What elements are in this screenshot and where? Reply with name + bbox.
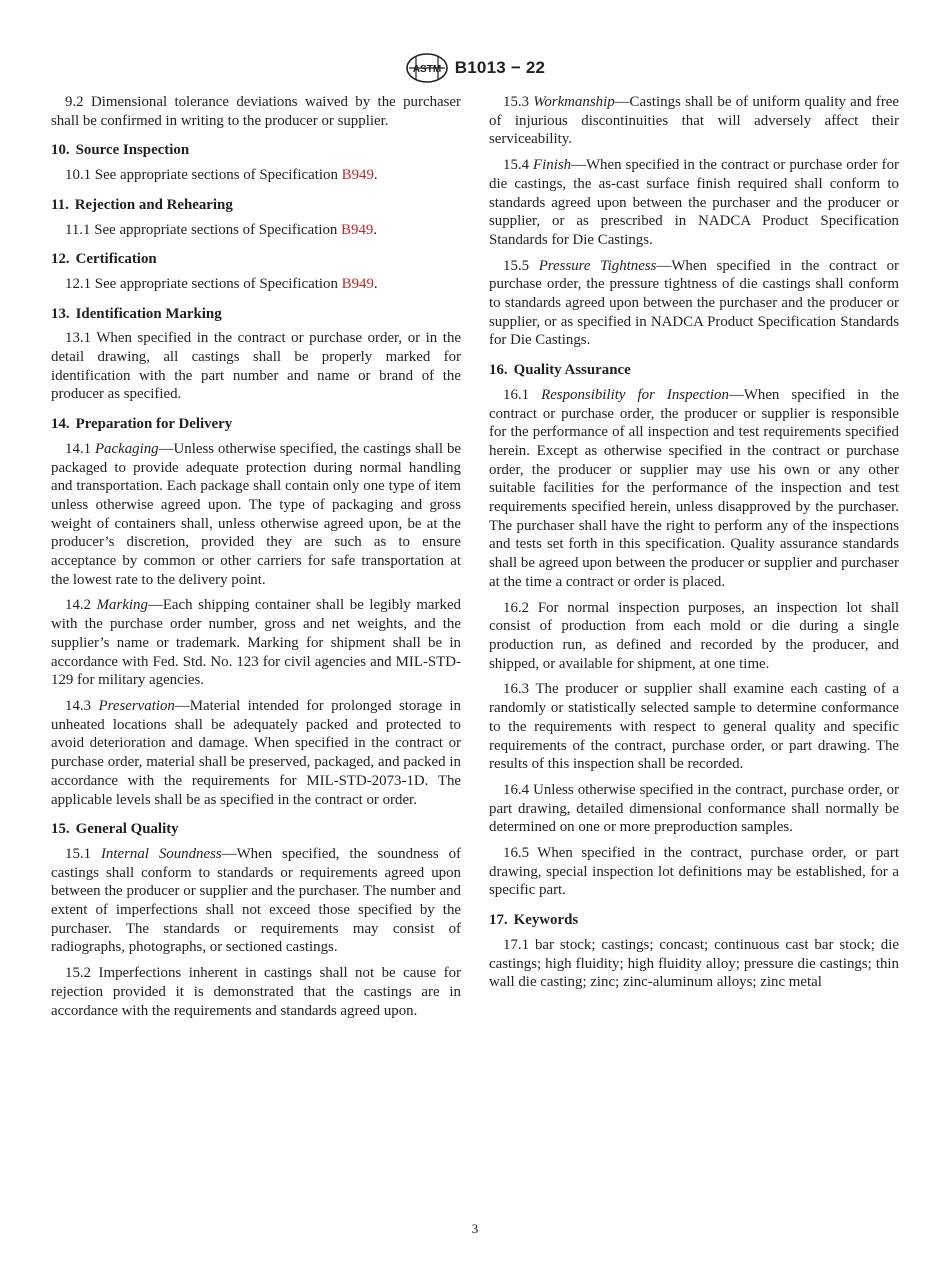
paragraph-17-1: 17.1 bar stock; castings; concast; continuous cast bar stock; die castings; high fluidity; high fluidity alloy; pressure die castings; thin wall die casting; zinc; zinc-aluminum alloys; zinc metal — [489, 936, 899, 991]
spec-link-b949[interactable]: B949 — [341, 221, 374, 238]
paragraph-number: 15.4 — [503, 157, 534, 174]
paragraph-label: Pressure Tightness — [538, 257, 657, 274]
standard-id: B1013 − 22 — [454, 58, 546, 77]
paragraph-16-2: 16.2 For normal inspection purposes, an inspection lot shall consist of production from each mold or die during a single production run, as defined and recorded by the producer, and shipped, or available for shipment, at one time. — [489, 599, 899, 672]
paragraph-text: —Castings shall be of uniform quality and free of injurious discontinuities that will adversely affect their serviceability. — [489, 94, 900, 148]
paragraph-label: Workmanship — [533, 94, 615, 110]
paragraph-11-1 — [51, 221, 461, 240]
astm-logo-text: ASTM — [412, 64, 441, 75]
paragraph-number: 16.1 — [503, 386, 542, 403]
paragraph-15-1 — [51, 845, 461, 957]
paragraph-15-3 — [489, 93, 899, 149]
section-title: Quality Assurance — [513, 362, 631, 379]
section-13-heading — [51, 305, 461, 324]
paragraph-14-3 — [51, 697, 461, 809]
paragraph-15-4 — [489, 156, 899, 250]
section-11-heading — [51, 196, 461, 215]
paragraph-label: Marking — [96, 597, 148, 614]
paragraph-text: —Each shipping container shall be legibly marked with the purchase order number, gross and net weights, and the supplier’s name or trademark. Marking for shipment shall be in accordance with Fed. Std. No. 123 for civil agencies and MIL-STD-129 for military agencies. — [51, 597, 461, 689]
spec-link-b949[interactable]: B949 — [341, 167, 374, 184]
section-title: Rejection and Rehearing — [74, 196, 233, 213]
section-12-heading — [51, 250, 461, 269]
paragraph-number: 15.3 — [503, 94, 534, 110]
section-number: 14. — [51, 416, 70, 433]
paragraph-number: 14.2 — [65, 597, 97, 614]
paragraph-number: 15.5 — [503, 257, 539, 274]
paragraph-text: —When specified in the contract or purchase order, the producer or supplier is responsible for the performance of all inspection and test requirements specified herein. Except as otherwise specified in the contract or purchase order, the producer or supplier may use his own or any other suitable facilities for the performance of the inspection and test requirements specified herein, unless disapproved by the purchaser. The purchaser shall have the right to perform any of the inspections and tests set forth in this specification. Quality assurance standards shall be agreed upon between the producer or supplier and purchaser at the time a contract or order is placed. — [489, 386, 899, 590]
section-number: 12. — [51, 251, 70, 268]
section-title: Certification — [75, 251, 157, 268]
paragraph-number: 14.1 — [65, 440, 95, 457]
paragraph-14-2 — [51, 596, 461, 690]
section-title: Keywords — [513, 912, 579, 929]
paragraph-15-2: 15.2 Imperfections inherent in castings shall not be cause for rejection provided it is demonstrated that the castings are in accordance with the requirements and standards agreed upon. — [51, 965, 461, 1019]
paragraph-16-5: 16.5 When specified in the contract, purchase order, or part drawing, special inspection lot definitions may be established, for a specific part. — [489, 845, 899, 899]
paragraph-end: . — [373, 275, 378, 292]
paragraph-text: 10.1 See appropriate sections of Specification — [65, 167, 342, 184]
section-15-heading — [51, 820, 461, 839]
section-number: 11. — [51, 196, 69, 213]
section-title: Identification Marking — [75, 305, 222, 322]
paragraph-9-2: 9.2 Dimensional tolerance deviations waived by the purchaser shall be confirmed in writing to the producer or supplier. — [51, 94, 461, 129]
section-10-heading — [51, 141, 461, 160]
paragraph-label: Packaging — [94, 440, 159, 457]
astm-logo-icon — [405, 52, 449, 84]
paragraph-label: Finish — [533, 157, 572, 174]
section-number: 15. — [51, 821, 70, 838]
paragraph-number: 14.3 — [65, 697, 99, 714]
paragraph-15-5 — [489, 257, 899, 351]
paragraph-16-4: 16.4 Unless otherwise specified in the contract, purchase order, or part drawing, detailed dimensional conformance shall normally be determined on one or more preproduction samples. — [489, 781, 899, 836]
paragraph-text: 11.1 See appropriate sections of Specification — [65, 221, 342, 238]
section-number: 16. — [489, 362, 508, 379]
page-header — [0, 52, 950, 84]
paragraph-end: . — [373, 167, 378, 184]
paragraph-label: Internal Soundness — [100, 845, 222, 862]
page-number: 3 — [471, 1221, 479, 1236]
section-title: Preparation for Delivery — [75, 416, 233, 433]
paragraph-13-1: 13.1 When specified in the contract or purchase order, or in the detail drawing, all castings shall be properly marked for identification with the part number and name or brand of the producer as specified. — [51, 330, 461, 403]
paragraph-12-1 — [51, 275, 461, 294]
spec-link-b949[interactable]: B949 — [341, 275, 374, 292]
paragraph-10-1 — [51, 166, 461, 185]
section-16-heading — [489, 361, 899, 380]
paragraph-text: —Unless otherwise specified, the castings shall be packaged to provide adequate protection during normal handling and transportation. Each package shall contain only one type of item unless otherwise agreed upon. The type of packaging and gross weight of containers shall, unless otherwise agreed upon, be at the producer’s discretion, provided they are such as to ensure acceptance by common or other carriers for safe transportation at the lowest rate to the delivery point. — [51, 440, 461, 588]
paragraph-14-1 — [51, 440, 461, 590]
left-column — [51, 93, 461, 1027]
paragraph-number: 15.1 — [65, 845, 101, 862]
paragraph-text: —Material intended for prolonged storage in unheated locations shall be adequately packed and protected to avoid deterioration and damage. When specified in the contract or purchase order, material shall be preserved, packaged, and packed in accordance with the requirements for MIL-STD-2073-1D. The applicable levels shall be as specified in the contract or order. — [51, 697, 461, 808]
section-number: 13. — [51, 305, 70, 322]
section-14-heading — [51, 415, 461, 434]
paragraph-text: —When specified in the contract or purchase order, the pressure tightness of die castings shall conform to standards agreed upon between the purchaser and the producer or supplier, or as specified in NADCA Product Specification Standards for Die Castings. — [489, 257, 899, 349]
paragraph-16-3: 16.3 The producer or supplier shall examine each casting of a randomly or statistically selected sample to determine conformance to the requirements with respect to general quality and specific requirements of the contract, purchase order, or part drawing. The results of this inspection shall be recorded. — [489, 681, 899, 773]
paragraph-text: 12.1 See appropriate sections of Specification — [65, 275, 342, 292]
paragraph-text: —When specified in the contract or purchase order for die castings, the as-cast surface finish required shall conform to standards agreed upon between the purchaser and the producer or supplier, or as prescribed in NADCA Product Specification Standards for Die Castings. — [489, 157, 899, 248]
paragraph-end: . — [373, 221, 378, 238]
right-column — [489, 93, 899, 999]
section-title: Source Inspection — [75, 142, 190, 159]
section-17-heading — [489, 911, 899, 930]
section-number: 17. — [489, 912, 508, 929]
paragraph-label: Responsibility for Inspection — [541, 386, 729, 403]
section-title: General Quality — [75, 821, 179, 838]
paragraph-label: Preservation — [98, 697, 175, 714]
paragraph-16-1 — [489, 386, 899, 592]
paragraph-text: —When specified, the soundness of castings shall conform to standards or requirements agreed upon between the producer or supplier and the purchaser. The number and extent of imperfections shall not exceed those specified by the purchaser. The standards or requirements may consist of radiographs, photographs, or sectioned castings. — [51, 845, 462, 956]
section-number: 10. — [51, 142, 70, 159]
